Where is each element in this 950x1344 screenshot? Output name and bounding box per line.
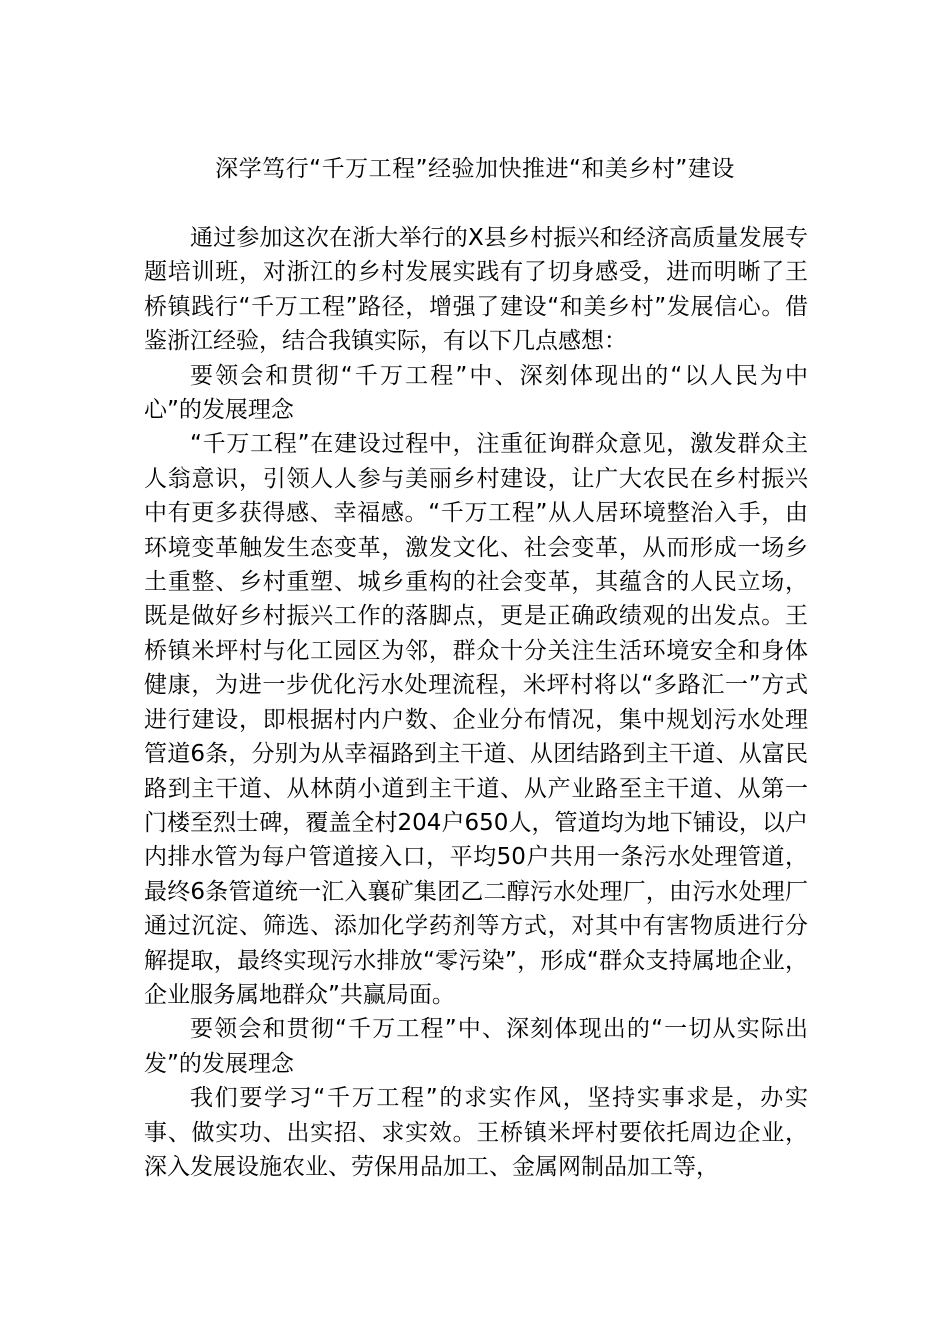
paragraph-section-1: “千万工程”在建设过程中，注重征询群众意见，激发群众主人翁意识，引领人人参与美丽乡村建设，让广大农民在乡村振兴中有更多获得感、幸福感。“千万工程”从人居环境整治入手，由环境变革触发生态变革，激发文化、社会变革，从而形成一场乡土重整、乡村重塑、城乡重构的社会变革，其蕴含的人民立场，既是做好乡村振兴工作的落脚点，更是正确政绩观的出发点。王桥镇米坪村与化工园区为邻，群众十分关注生活环境安全和身体健康，为进一步优化污水处理流程，米坪村将以“多路汇一”方式进行建设，即根据村内户数、企业分布情况，集中规划污水处理管道6条，分别为从幸福路到主干道、从团结路到主干道、从富民路到主干道、从林荫小道到主干道、从产业路至主干道、从第一门楼至烈士碑，覆盖全村204户650人，管道均为地下铺设，以户内排水管为每户管道接入口，平均50户共用一条污水处理管道，最终6条管道统一汇入襄矿集团乙二醇污水处理厂，由污水处理厂通过沉淀、筛选、添加化学药剂等方式，对其中有害物质进行分解提取，最终实现污水排放“零污染”，形成“群众支持属地企业，企业服务属地群众”共赢局面。 (144, 431, 808, 1008)
paragraph-heading-2: 要领会和贯彻“千万工程”中、深刻体现出的“一切从实际出发”的发展理念 (144, 1016, 808, 1077)
document-body (144, 221, 808, 1184)
paragraph-section-2: 我们要学习“千万工程”的求实作风，坚持实事求是，办实事、做实功、出实招、求实效。王桥镇米坪村要依托周边企业，深入发展设施农业、劳保用品加工、金属网制品加工等， (144, 1085, 808, 1180)
paragraph-heading-1: 要领会和贯彻“千万工程”中、深刻体现出的“以人民为中心”的发展理念 (144, 362, 808, 424)
paragraph-intro: 通过参加这次在浙大举行的X县乡村振兴和经济高质量发展专题培训班，对浙江的乡村发展实践有了切身感受，进而明晰了王桥镇践行“千万工程”路径，增强了建设“和美乡村”发展信心。借鉴浙江经验，结合我镇实际，有以下几点感想： (144, 225, 808, 355)
document-title: 深学笃行“千万工程”经验加快推进“和美乡村”建设 (215, 156, 735, 182)
